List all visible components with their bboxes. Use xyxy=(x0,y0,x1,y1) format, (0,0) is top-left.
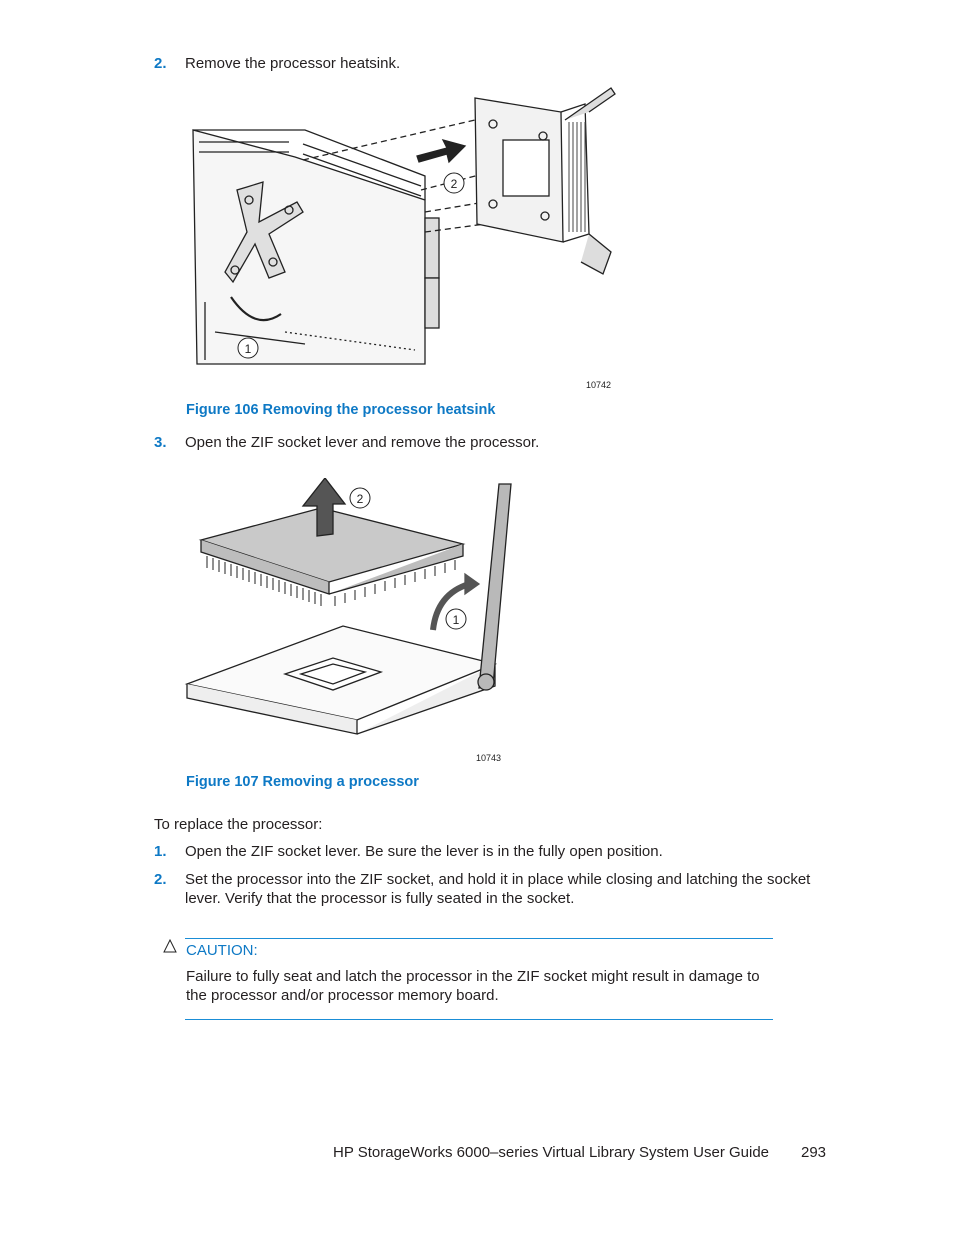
caution-text: Failure to fully seat and latch the processor in the ZIF socket might result in damage to the processor and/or processor memory board. xyxy=(186,968,760,1004)
step-number: 2. xyxy=(154,55,167,72)
warning-triangle-icon xyxy=(163,939,177,953)
callout-1: 1 xyxy=(452,613,460,627)
callout-2: 2 xyxy=(450,177,458,191)
figure-107-processor-illustration xyxy=(183,478,523,768)
figure-106-caption: Figure 106 Removing the processor heatsink xyxy=(186,402,496,418)
step-number: 2. xyxy=(154,871,167,888)
page-number: 293 xyxy=(801,1144,827,1161)
intro-text: To replace the processor: xyxy=(154,816,323,833)
callout-2: 2 xyxy=(356,492,364,506)
zif-lever-shape xyxy=(479,484,511,688)
step-text: Set the processor into the ZIF socket, and hold it in place while closing and latching the socket lever. Verify that the processor is fully seated in the socket. xyxy=(185,871,811,907)
figure-106-heatsink-illustration xyxy=(185,82,635,394)
step-text: Remove the processor heatsink. xyxy=(185,55,401,72)
step-number: 1. xyxy=(154,843,167,860)
caution-title: CAUTION: xyxy=(186,942,258,959)
footer-title: HP StorageWorks 6000–series Virtual Library System User Guide xyxy=(333,1144,770,1161)
callout-1: 1 xyxy=(244,342,252,356)
step-text: Open the ZIF socket lever. Be sure the lever is in the fully open position. xyxy=(185,843,663,860)
caution-top-rule xyxy=(185,938,773,939)
step-text: Open the ZIF socket lever and remove the processor. xyxy=(185,434,540,451)
figure-image-id: 10742 xyxy=(586,380,612,390)
memory-board-shape xyxy=(193,130,425,364)
figure-107-caption: Figure 107 Removing a processor xyxy=(186,774,419,790)
caution-bottom-rule xyxy=(185,1019,773,1020)
direction-arrow xyxy=(417,140,465,162)
step-number: 3. xyxy=(154,434,167,451)
figure-image-id: 10743 xyxy=(476,753,502,763)
